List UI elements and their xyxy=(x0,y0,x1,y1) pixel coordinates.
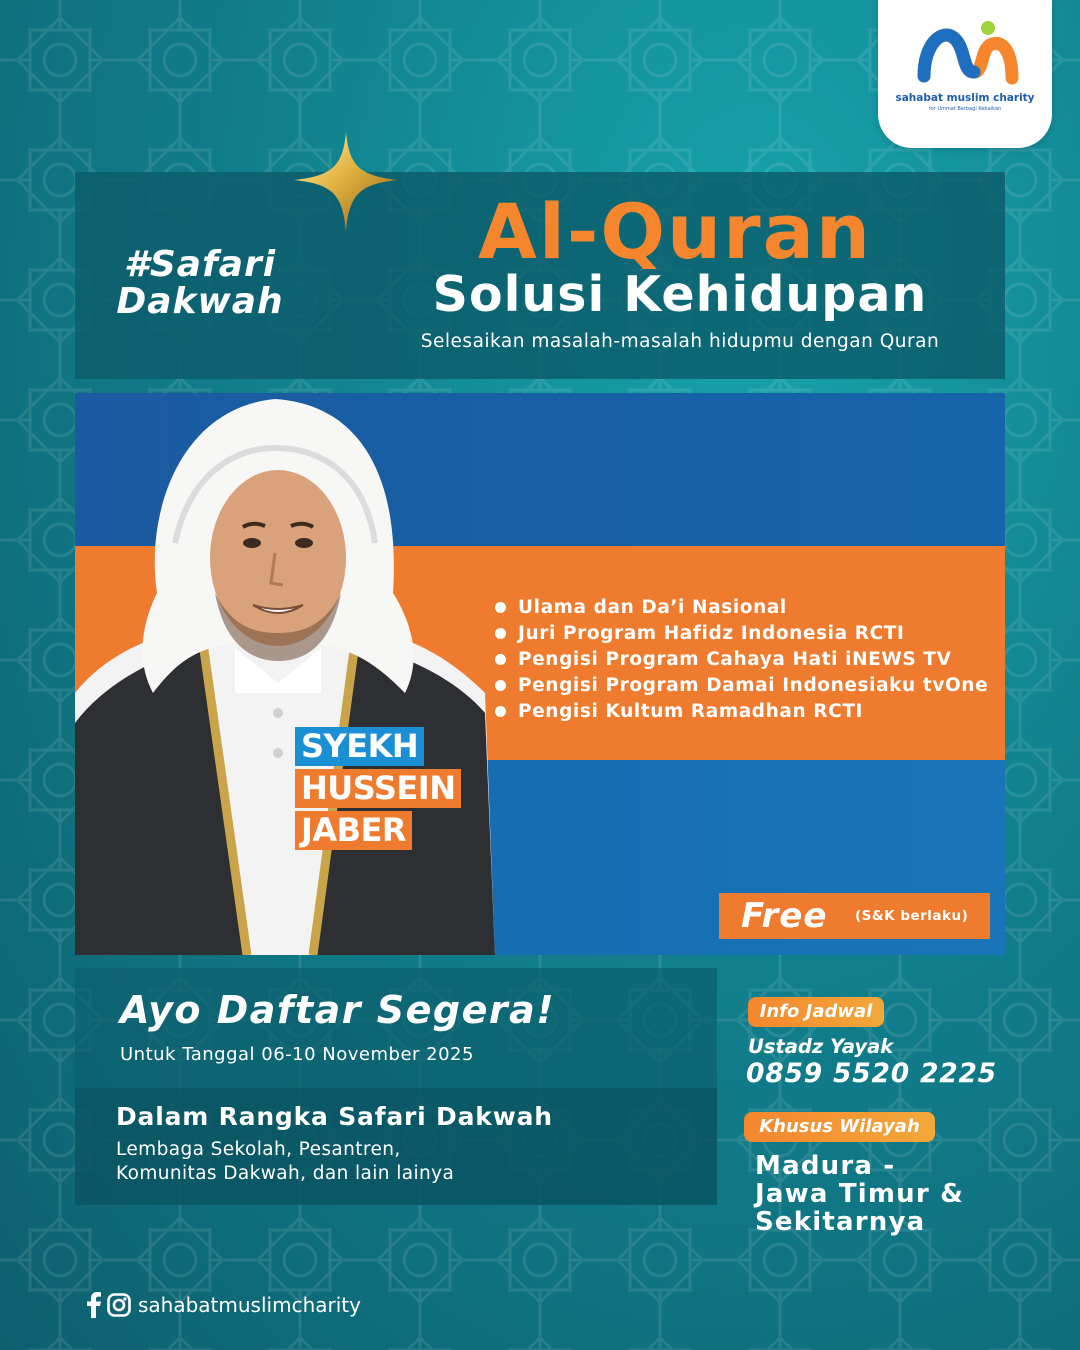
contact-phone[interactable]: 0859 5520 2225 xyxy=(746,1058,997,1089)
credential-item xyxy=(493,673,988,699)
bullet-icon xyxy=(495,628,506,639)
speaker-name-line-3: JABER xyxy=(295,811,412,850)
speaker-photo xyxy=(75,393,495,955)
credential-text: Pengisi Program Cahaya Hati iNEWS TV xyxy=(518,649,952,670)
schedule-info-badge: Info Jadwal xyxy=(748,997,884,1027)
logo-card[interactable] xyxy=(878,0,1052,148)
price-label: Free xyxy=(741,896,828,936)
event-subtitle: Solusi Kehidupan xyxy=(432,266,928,323)
credential-text: Juri Program Hafidz Indonesia RCTI xyxy=(518,623,905,644)
registration-cta: Ayo Daftar Segera! xyxy=(120,988,556,1032)
credential-text: Pengisi Program Damai Indonesiaku tvOne xyxy=(518,675,989,696)
price-badge xyxy=(719,893,990,939)
event-date: Untuk Tanggal 06-10 November 2025 xyxy=(120,1044,474,1065)
contact-name: Ustadz Yayak xyxy=(748,1035,894,1058)
price-terms: (S&K berlaku) xyxy=(855,908,969,924)
audience-line-2: Komunitas Dakwah, dan lain lainya xyxy=(116,1163,455,1184)
bullet-icon xyxy=(495,680,506,691)
facebook-icon[interactable] xyxy=(86,1292,102,1318)
bullet-icon xyxy=(495,602,506,613)
credential-list xyxy=(493,595,988,725)
sahabat-muslim-charity-logo-icon xyxy=(914,14,1022,92)
title-panel xyxy=(75,172,1005,379)
event-tagline: Selesaikan masalah-masalah hidupmu dengan Quran xyxy=(420,331,940,352)
speaker-name-line-2: HUSSEIN xyxy=(295,769,461,808)
logo-tagline: for Ummat Berbagi Kebaikan xyxy=(928,106,1002,112)
region-text: Madura - Jawa Timur & Sekitarnya xyxy=(755,1151,965,1237)
social-handle[interactable]: sahabatmuslimcharity xyxy=(138,1293,361,1317)
audience-text xyxy=(116,1138,454,1186)
speaker-name-line-1: SYEKH xyxy=(295,727,424,766)
registration-panel xyxy=(75,968,717,1205)
hashtag-line-2: Dakwah xyxy=(116,281,284,322)
occasion-title: Dalam Rangka Safari Dakwah xyxy=(116,1102,553,1131)
gold-star-icon xyxy=(294,132,398,232)
credential-item xyxy=(493,621,988,647)
hashtag xyxy=(105,246,295,320)
hashtag-line-1: #Safari xyxy=(123,244,277,285)
credential-text: Ulama dan Da’i Nasional xyxy=(518,597,787,618)
credential-item xyxy=(493,699,988,725)
instagram-icon[interactable] xyxy=(107,1293,131,1317)
event-title: Al-Quran xyxy=(478,187,872,276)
credential-item xyxy=(493,647,988,673)
bullet-icon xyxy=(495,654,506,665)
audience-line-1: Lembaga Sekolah, Pesantren, xyxy=(116,1139,401,1160)
bullet-icon xyxy=(495,706,506,717)
credential-item xyxy=(493,595,988,621)
logo-wordmark: sahabat muslim charity xyxy=(895,92,1035,104)
credential-text: Pengisi Kultum Ramadhan RCTI xyxy=(518,701,864,722)
speaker-panel xyxy=(75,393,1005,955)
region-badge: Khusus Wilayah xyxy=(744,1112,935,1142)
